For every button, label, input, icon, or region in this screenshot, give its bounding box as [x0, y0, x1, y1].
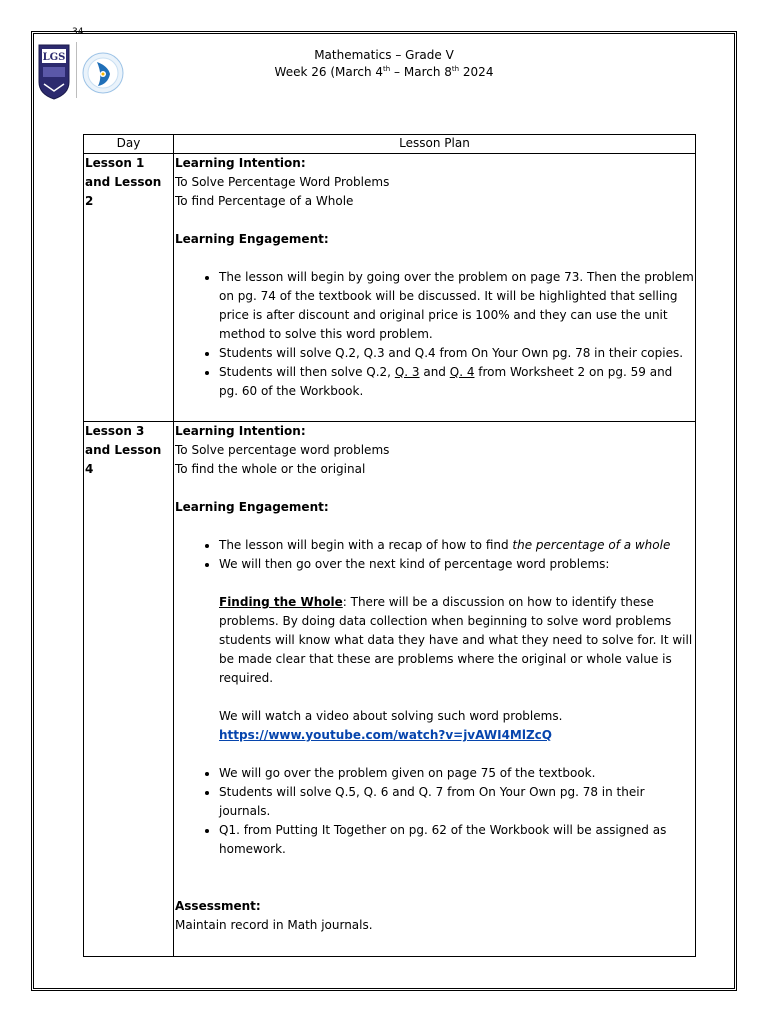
- column-header-lesson-plan: Lesson Plan: [174, 135, 696, 154]
- list-item: • Q1. from Putting It Together on pg. 62 of the Workbook will be assigned as homework.: [219, 821, 695, 859]
- list-item: • The lesson will begin with a recap of how to find the percentage of a whole: [219, 536, 695, 555]
- lesson-day-cell: Lesson 1 and Lesson 2: [84, 154, 174, 422]
- svg-text:LGS: LGS: [42, 52, 66, 63]
- assessment-heading: Assessment:: [175, 899, 261, 913]
- list-item: • Students will then solve Q.2, Q. 3 and Q. 4 from Worksheet 2 on pg. 59 and pg. 60 of the Workbook.: [219, 363, 695, 401]
- table-row: [84, 422, 696, 957]
- finding-the-whole-paragraph: Finding the Whole: There will be a discussion on how to identify these problems. By doing data collection when beginning to solve word problems students will know what data they have and what they need to solve for. It will be made clear that these are problems where the original or whole value is required.: [219, 595, 693, 685]
- learning-intention-heading: Learning Intention:: [175, 156, 306, 170]
- document-week: Week 26 (March 4th – March 8th 2024: [274, 65, 494, 79]
- learning-intention-item: To Solve percentage word problems: [175, 443, 390, 457]
- table-header-row: [84, 135, 696, 154]
- list-item: • Students will solve Q.5, Q. 6 and Q. 7 from On Your Own pg. 78 in their journals.: [219, 783, 695, 821]
- lesson-plan-cell: [174, 422, 696, 957]
- video-text: We will watch a video about solving such word problems.: [219, 709, 563, 723]
- video-link[interactable]: https://www.youtube.com/watch?v=jvAWI4MlZcQ: [219, 728, 552, 742]
- list-item: • We will then go over the next kind of percentage word problems:: [219, 555, 695, 574]
- engagement-list: [175, 764, 695, 859]
- column-header-day: Day: [84, 135, 174, 154]
- learning-intention-item: To Solve Percentage Word Problems: [175, 175, 390, 189]
- document-title: Mathematics – Grade V: [314, 48, 454, 62]
- engagement-list: [175, 268, 695, 401]
- learning-engagement-heading: Learning Engagement:: [175, 232, 329, 246]
- lesson-day-cell: Lesson 3 and Lesson 4: [84, 422, 174, 957]
- finding-the-whole-heading: Finding the Whole: [219, 595, 343, 609]
- learning-intention-item: To find Percentage of a Whole: [175, 194, 354, 208]
- list-item: • The lesson will begin by going over the problem on page 73. Then the problem on pg. 74 of the textbook will be discussed. It will be highlighted that selling price is after discount and original price is 100% and they can use the unit method to solve this word problem.: [219, 268, 695, 344]
- learning-engagement-heading: Learning Engagement:: [175, 500, 329, 514]
- learning-intention-heading: Learning Intention:: [175, 424, 306, 438]
- assessment-text: Maintain record in Math journals.: [175, 918, 373, 932]
- engagement-list: [175, 536, 695, 574]
- list-item: • We will go over the problem given on page 75 of the textbook.: [219, 764, 695, 783]
- lesson-plan-table: [83, 134, 696, 957]
- table-row: [84, 154, 696, 422]
- page-number: 34: [72, 27, 84, 37]
- lesson-plan-cell: [174, 154, 696, 422]
- list-item: • Students will solve Q.2, Q.3 and Q.4 from On Your Own pg. 78 in their copies.: [219, 344, 695, 363]
- learning-intention-item: To find the whole or the original: [175, 462, 366, 476]
